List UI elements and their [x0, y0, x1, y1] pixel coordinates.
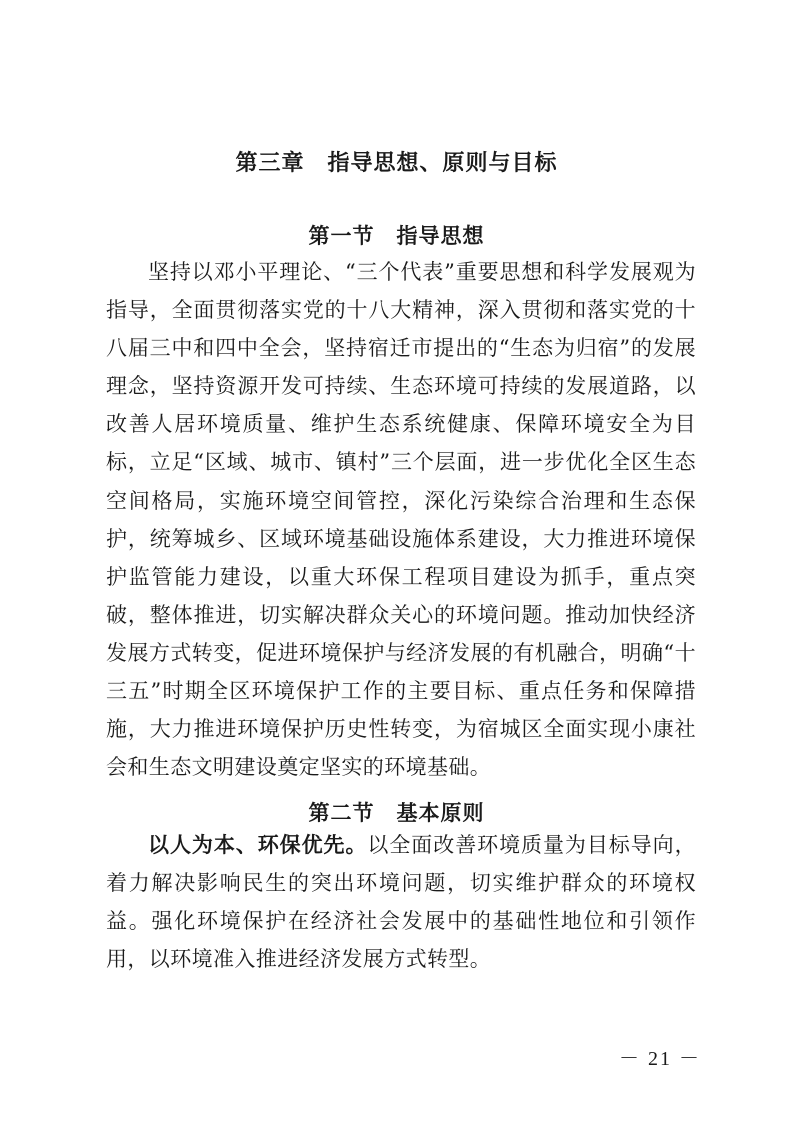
principle-lead: 以人为本、环保优先。	[148, 833, 368, 857]
section-title-basic-principles: 第二节 基本原则	[308, 801, 485, 825]
paragraph-guiding-ideology: 坚持以邓小平理论、“三个代表”重要思想和科学发展观为指导，全面贯彻落实党的十八大精神，深入贯彻和落实党的十八届三中和四中全会，坚持宿迁市提出的“生态为归宿”的发展理念，坚持资源开发可持续、生态环境可持续的发展道路，以改善人居环境质量、维护生态系统健康、保障环境安全为目标，立足“区域、城市、镇村”三个层面，进一步优化全区生态空间格局，实施环境空间管控，深化污染综合治理和生态保护，统筹城乡、区域环境基础设施体系建设，大力推进环境保护监管能力建设，以重大环保工程项目建设为抓手，重点突破，整体推进，切实解决群众关心的环境问题。推动加快经济发展方式转变，促进环境保护与经济发展的有机融合，明确“十三五”时期全区环境保护工作的主要目标、重点任务和保障措施，大力推进环境保护历史性转变，为宿城区全面实现小康社会和生态文明建设奠定坚实的环境基础。	[106, 260, 696, 780]
section-title-guiding-ideology: 第一节 指导思想	[308, 224, 485, 248]
page-number: － 21 －	[619, 1048, 701, 1070]
chapter-title: 第三章 指导思想、原则与目标	[235, 150, 558, 176]
paragraph-basic-principles	[106, 826, 696, 978]
principle-text: 以全面改善环境质量为目标导向，着力解决影响民生的突出环境问题，切实维护群众的环境权益。强化环境保护在经济社会发展中的基础性地位和引领作用，以环境准入推进经济发展方式转型。	[106, 833, 697, 972]
